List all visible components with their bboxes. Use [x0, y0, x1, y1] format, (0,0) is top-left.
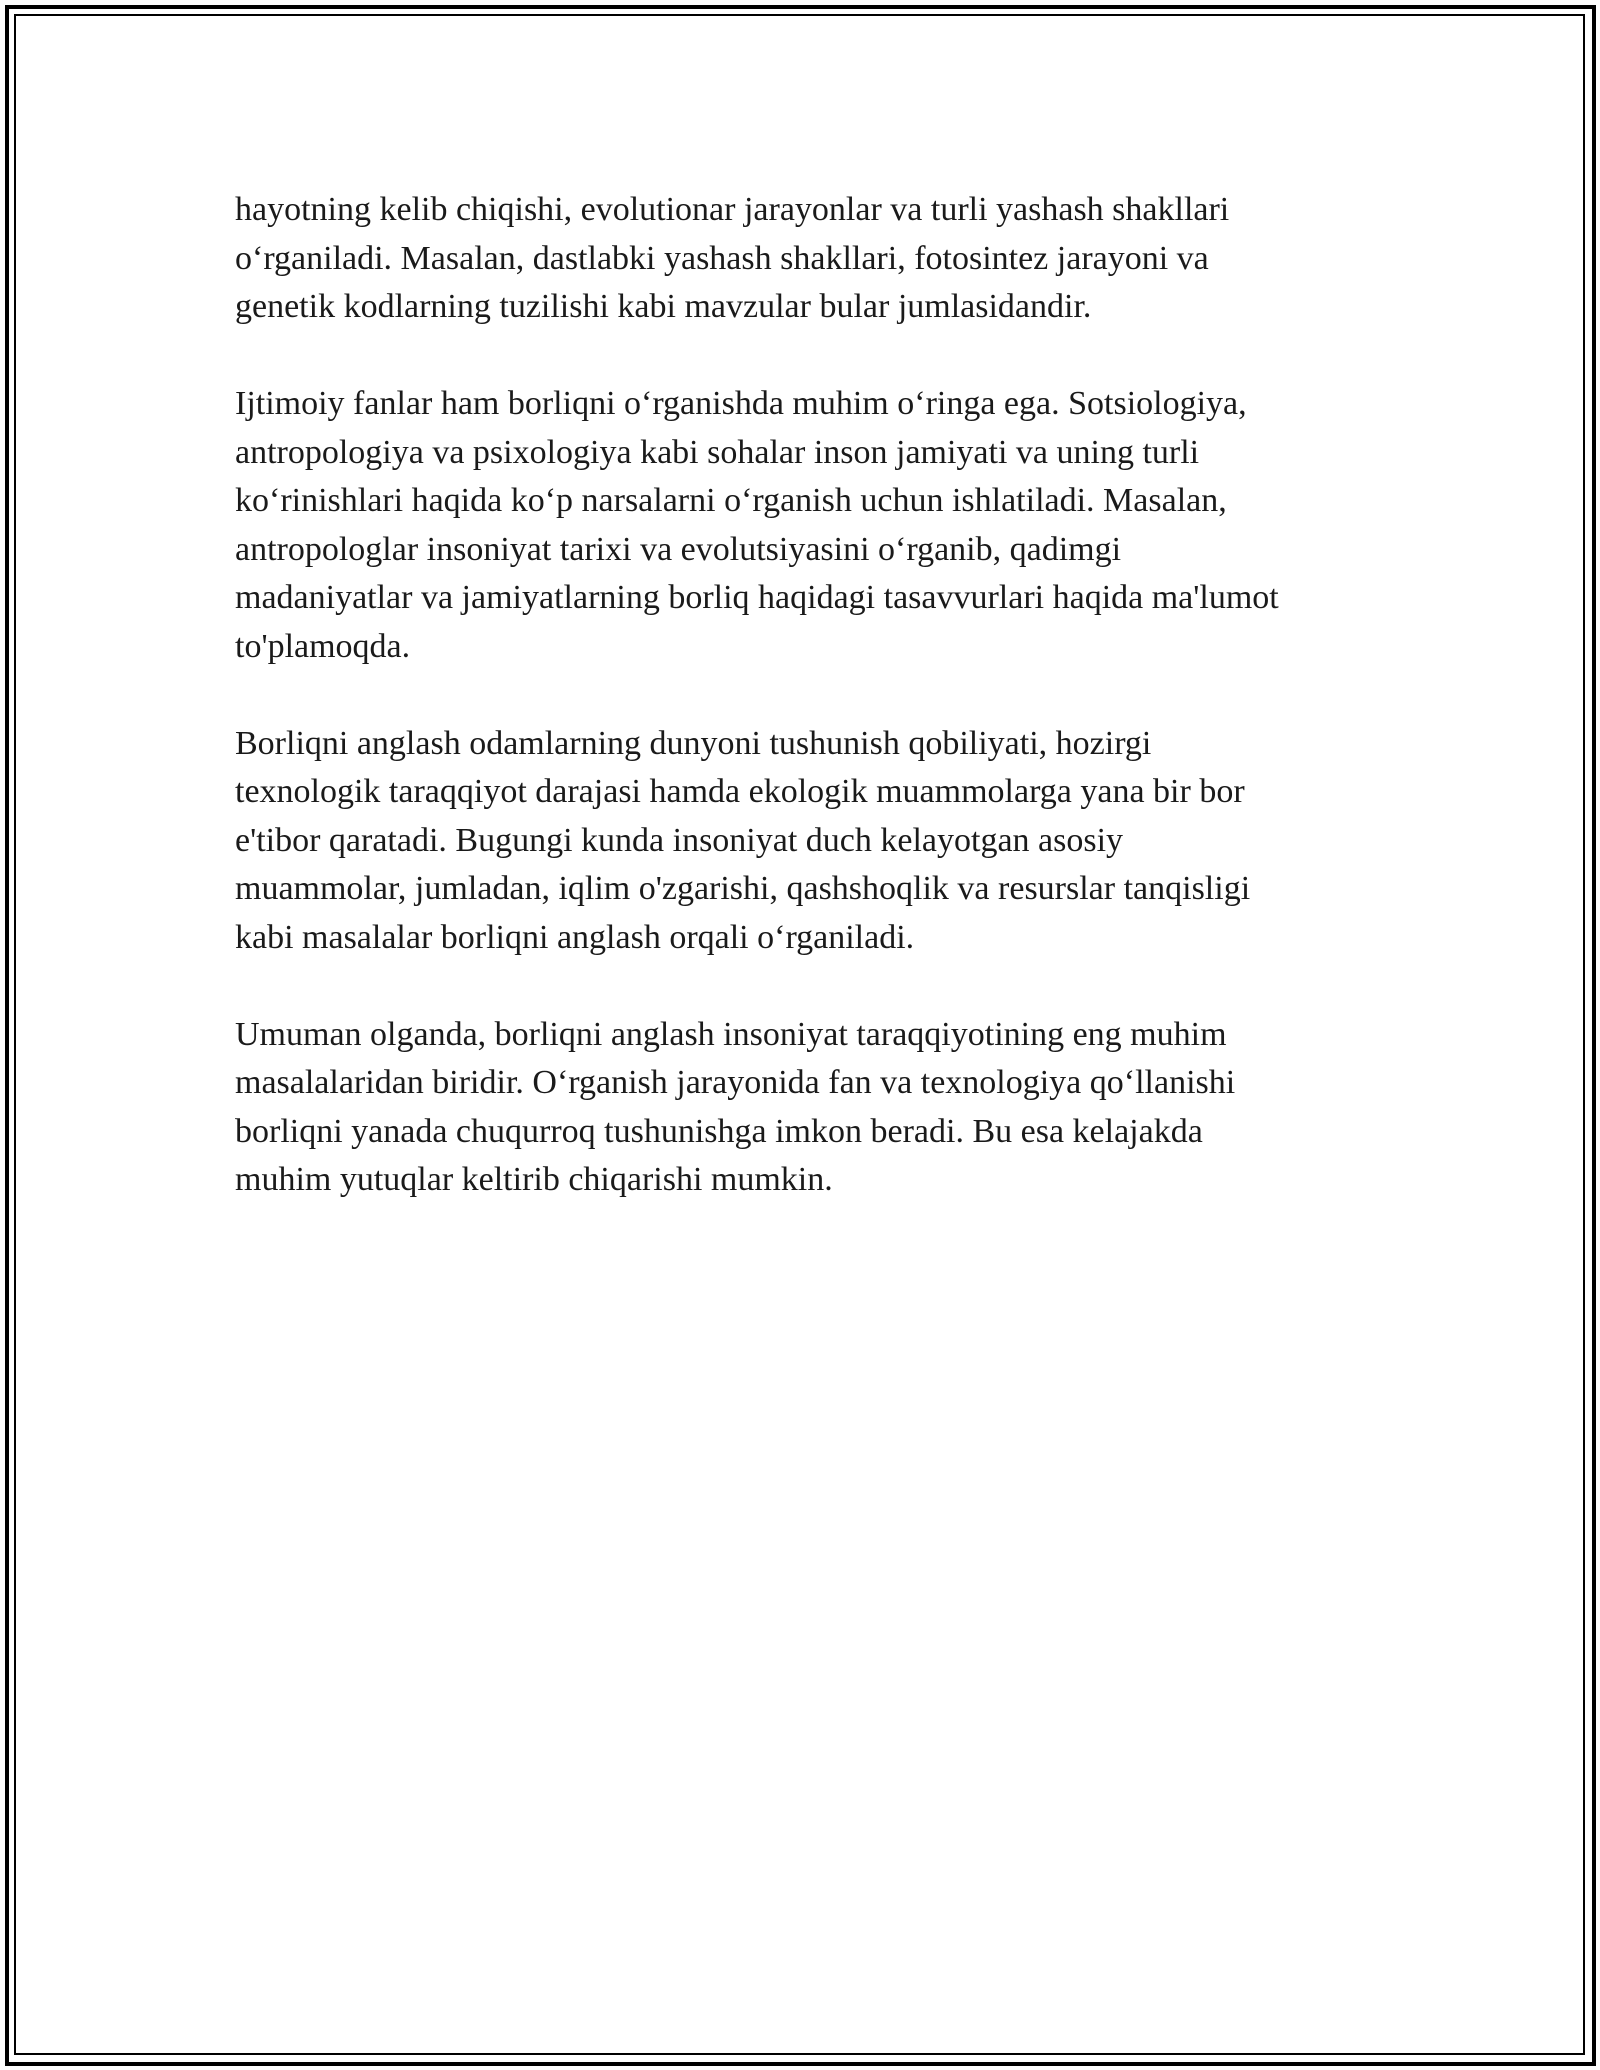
paragraph-4: Umuman olganda, borliqni anglash insoniyat taraqqiyotining eng muhim masalalaridan biridir. O‘rganish jarayonida fan va texnologiya qo‘llanishi borliqni yanada chuqurroq tushunishga imkon beradi. Bu esa kelajakda muhim yutuqlar keltirib chiqarishi mumkin. [235, 1015, 1236, 1198]
document-body [235, 186, 1375, 1253]
paragraph-3: Borliqni anglash odamlarning dunyoni tushunish qobiliyati, hozirgi texnologik taraqqiyot darajasi hamda ekologik muammolarga yana bir bor e'tibor qaratadi. Bugungi kunda insoniyat duch kelayotgan asosiy muammolar, jumladan, iqlim o'zgarishi, qashshoqlik va resurslar tanqisligi kabi masalalar borliqni anglash orqali o‘rganiladi. [235, 724, 1251, 956]
paragraph-1: hayotning kelib chiqishi, evolutionar jarayonlar va turli yashash shakllari o‘rganiladi. Masalan, dastlabki yashash shakllari, fotosintez jarayoni va genetik kodlarning tuzilishi kabi mavzular bular jumlasidandir. [235, 191, 1230, 325]
paragraph-2: Ijtimoiy fanlar ham borliqni o‘rganishda muhim o‘ringa ega. Sotsiologiya, antropologiya va psixologiya kabi sohalar inson jamiyati va uning turli ko‘rinishlari haqida ko‘p narsalarni o‘rganish uchun ishlatiladi. Masalan, antropologlar insoniyat tarixi va evolutsiyasini o‘rganib, qadimgi madaniyatlar va jamiyatlarning borliq haqidagi tasavvurlari haqida ma'lumot to'plamoqda. [235, 385, 1279, 665]
